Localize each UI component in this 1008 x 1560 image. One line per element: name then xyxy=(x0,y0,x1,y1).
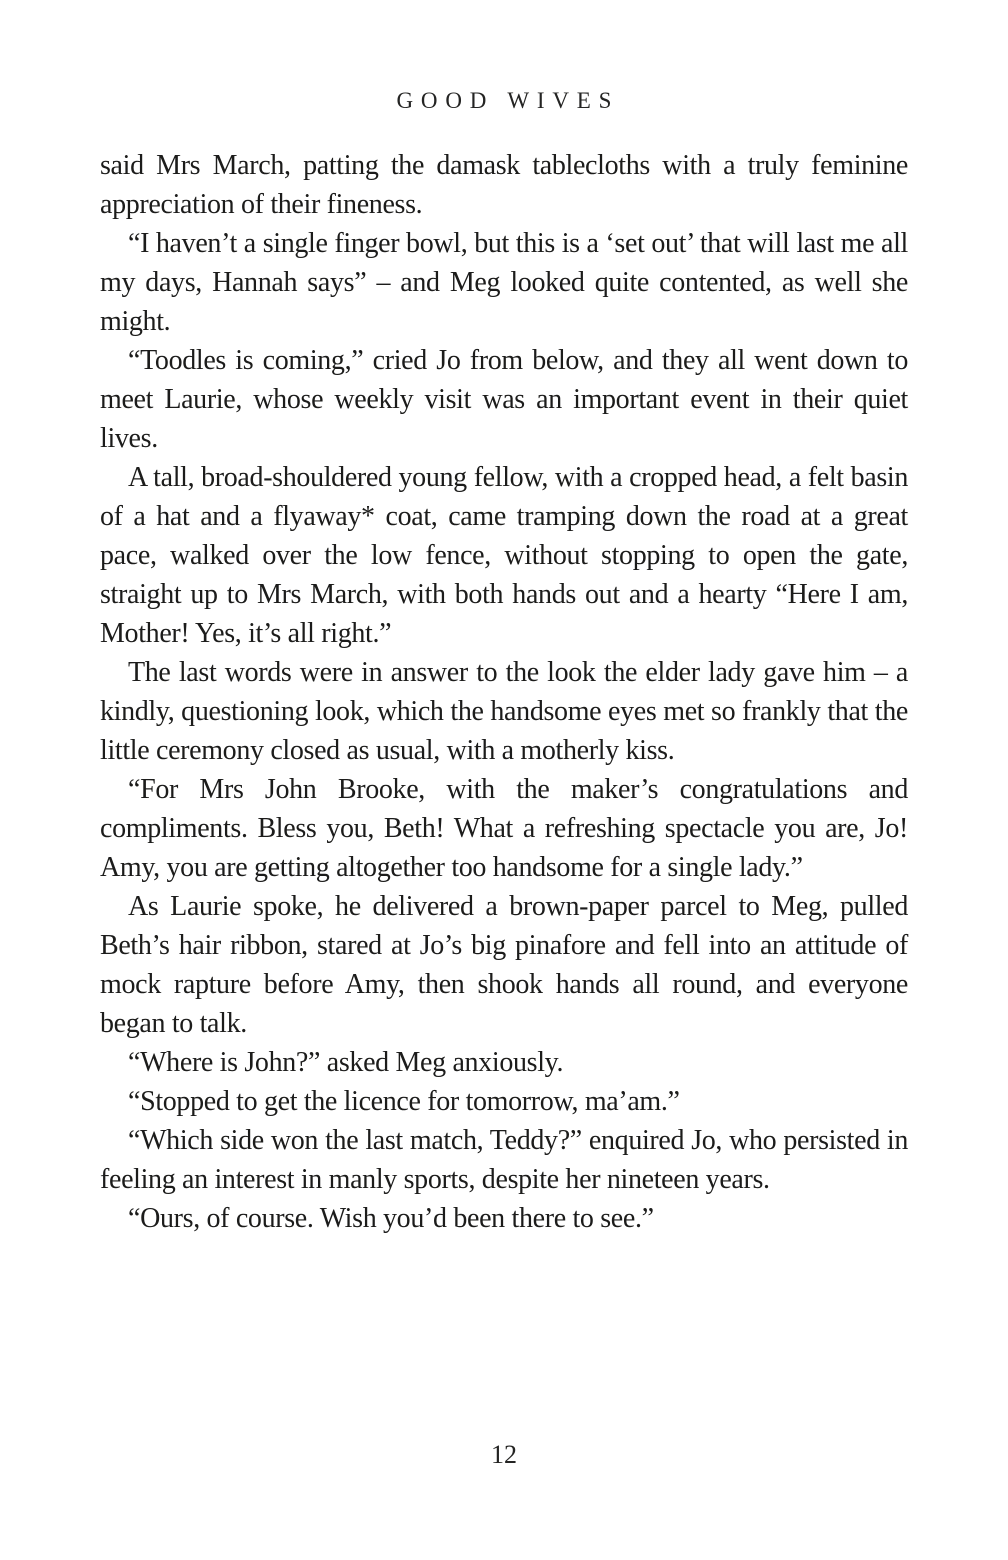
page-number: 12 xyxy=(491,1440,517,1469)
paragraph: said Mrs March, patting the damask tablecloths with a truly feminine appreciation of their fineness. xyxy=(100,150,908,220)
paragraph: “Which side won the last match, Teddy?” enquired Jo, who persisted in feeling an interest in manly sports, despite her nineteen years. xyxy=(100,1125,908,1195)
paragraph: “Toodles is coming,” cried Jo from below, and they all went down to meet Laurie, whose weekly visit was an important event in their quiet lives. xyxy=(100,345,908,454)
paragraph: As Laurie spoke, he delivered a brown-paper parcel to Meg, pulled Beth’s hair ribbon, stared at Jo’s big pinafore and fell into an attitude of mock rapture before Amy, then shook hands all round, and everyone began to talk. xyxy=(100,891,908,1039)
body-text xyxy=(100,146,908,1238)
paragraph: The last words were in answer to the look the elder lady gave him – a kindly, questioning look, which the handsome eyes met so frankly that the little ceremony closed as usual, with a motherly kiss. xyxy=(100,657,908,766)
paragraph: A tall, broad-shouldered young fellow, with a cropped head, a felt basin of a hat and a flyaway* coat, came tramping down the road at a great pace, walked over the low fence, without stopping to open the gate, straight up to Mrs March, with both hands out and a hearty “Here I am, Mother! Yes, it’s all right.” xyxy=(100,462,908,649)
paragraph: “For Mrs John Brooke, with the maker’s congratulations and compliments. Bless you, Beth! What a refreshing spectacle you are, Jo! Amy, you are getting altogether too handsome for a single lady.” xyxy=(100,774,908,883)
paragraph: “Where is John?” asked Meg anxiously. xyxy=(128,1047,564,1078)
paragraph: “Ours, of course. Wish you’d been there to see.” xyxy=(128,1203,654,1234)
paragraph: “I haven’t a single finger bowl, but this is a ‘set out’ that will last me all my days, Hannah says” – and Meg looked quite contented, as well she might. xyxy=(100,228,908,337)
running-header: GOOD WIVES xyxy=(396,88,620,113)
paragraph: “Stopped to get the licence for tomorrow, ma’am.” xyxy=(128,1086,680,1117)
